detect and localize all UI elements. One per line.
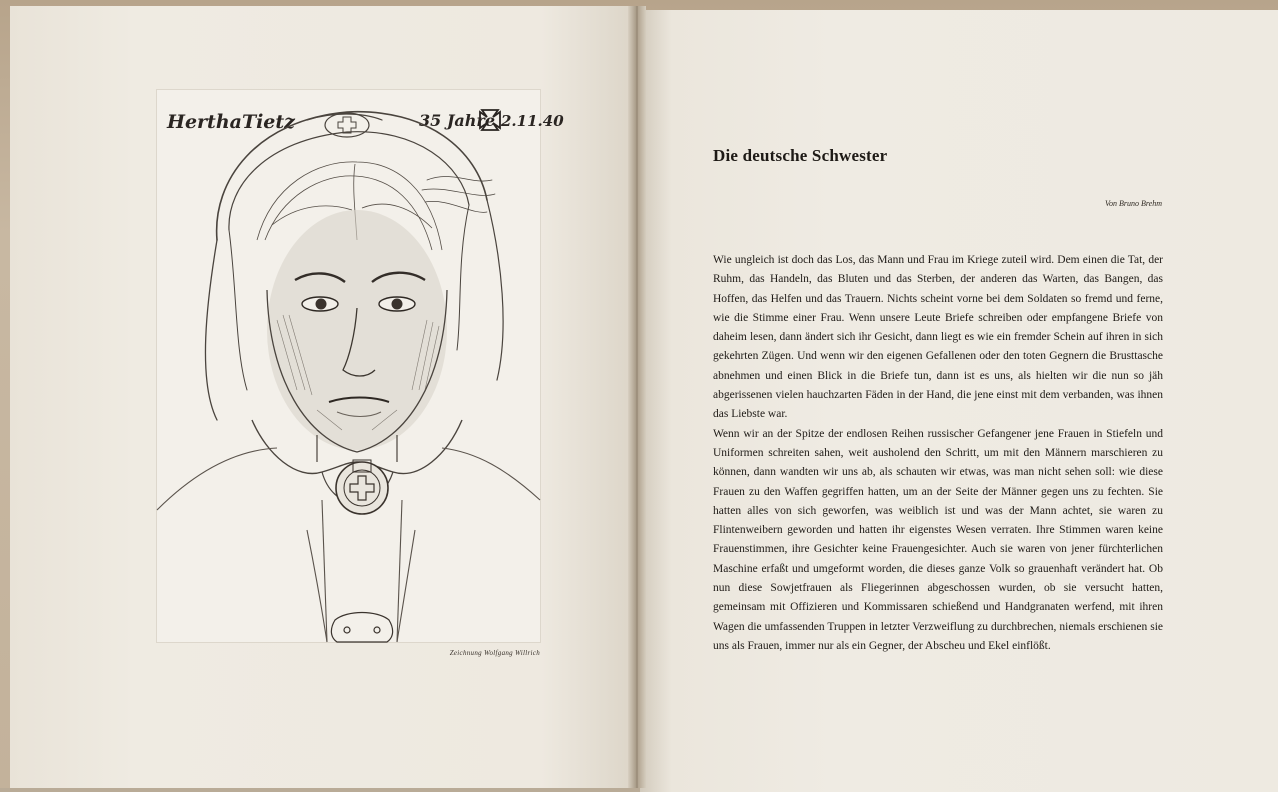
artist-signature: HerthaTietz bbox=[167, 111, 295, 133]
article-title: Die deutsche Schwester bbox=[713, 146, 888, 165]
portrait-drawing bbox=[157, 90, 564, 642]
nurse-portrait-sketch bbox=[157, 90, 564, 642]
apron-buckle-icon bbox=[331, 613, 392, 643]
article-body bbox=[713, 251, 1163, 656]
dedication-text: 35 Jahre bbox=[419, 111, 496, 130]
book-gutter bbox=[628, 6, 646, 788]
article-author: Von Bruno Brehm bbox=[1104, 199, 1162, 208]
drawing-date: 2.11.40 bbox=[501, 112, 564, 130]
drawing-caption: Zeichnung Wolfgang Willrich bbox=[449, 649, 540, 657]
paragraph: Wie ungleich ist doch das Los, das Mann und Frau im Kriege zuteil wird. Dem einen die Tat, der Ruhm, das Handeln, das Bluten und das Sterben, der anderen das Warten, das Bangen, das Hoffen, das Helfen und das Trauern. Nichts scheint vorne bei dem Soldaten so fremd und ferne, wie die Stimme einer Frau. Wenn unsere Leute Briefe schreiben oder empfangene Briefe von daheim lesen, dann ändert sich ihr Gesicht, dann liegt es wie ein fremder Schein auf ihren in sich gekehrten Zügen. Und wenn wir den eigenen Gefallenen oder den toten Gegnern die Brusttasche abnehmen und einen Blick in die Briefe tun, dann ist es uns, als hielten wir die nun so jäh abgerissenen vielen hauchzarten Fäden in der Hand, die jene einst mit dem verbanden, was ihnen das Liebste war. bbox=[713, 254, 1163, 421]
paragraph: Wenn wir an der Spitze der endlosen Reihen russischer Gefangener jene Frauen in Stiefeln und Uniformen schreiten sahen, weit ausholend den Schritt, um mit den Männern marschieren zu können, dann wandten wir uns ab, als schauten wir etwas, was man nicht sehen soll: wie diese Frauen zu den Waffen gegriffen hatten, um an der Seite der Männer gegen uns zu fechten. Sie hatten alles von sich geworfen, was weiblich ist und was der Mann achtet, sie waren zu Flintenweibern geworden und hatten ihr eigenstes Wesen verraten. Ihre Stimmen waren keine Frauenstimmen, ihre Gesichter keine Frauengesichter. Auch sie waren von jener fürchterlichen Maschine erfaßt und umgeformt worden, die dieses ganze Volk so grauenhaft verändert hat. Ob nun diese Sowjetfrauen als Fliegerinnen abgeschossen wurden, ob sie versucht hatten, gemeinsam mit Offizieren und Kommissaren schießend und Handgranaten werfend, mit ihren Wagen die umfassenden Truppen in letzter Verzweiflung zu durchbrechen, niemals erschienen sie uns als Frauen, immer nur als ein Gegner, der Abscheu und Ekel einflößt. bbox=[713, 427, 1163, 652]
